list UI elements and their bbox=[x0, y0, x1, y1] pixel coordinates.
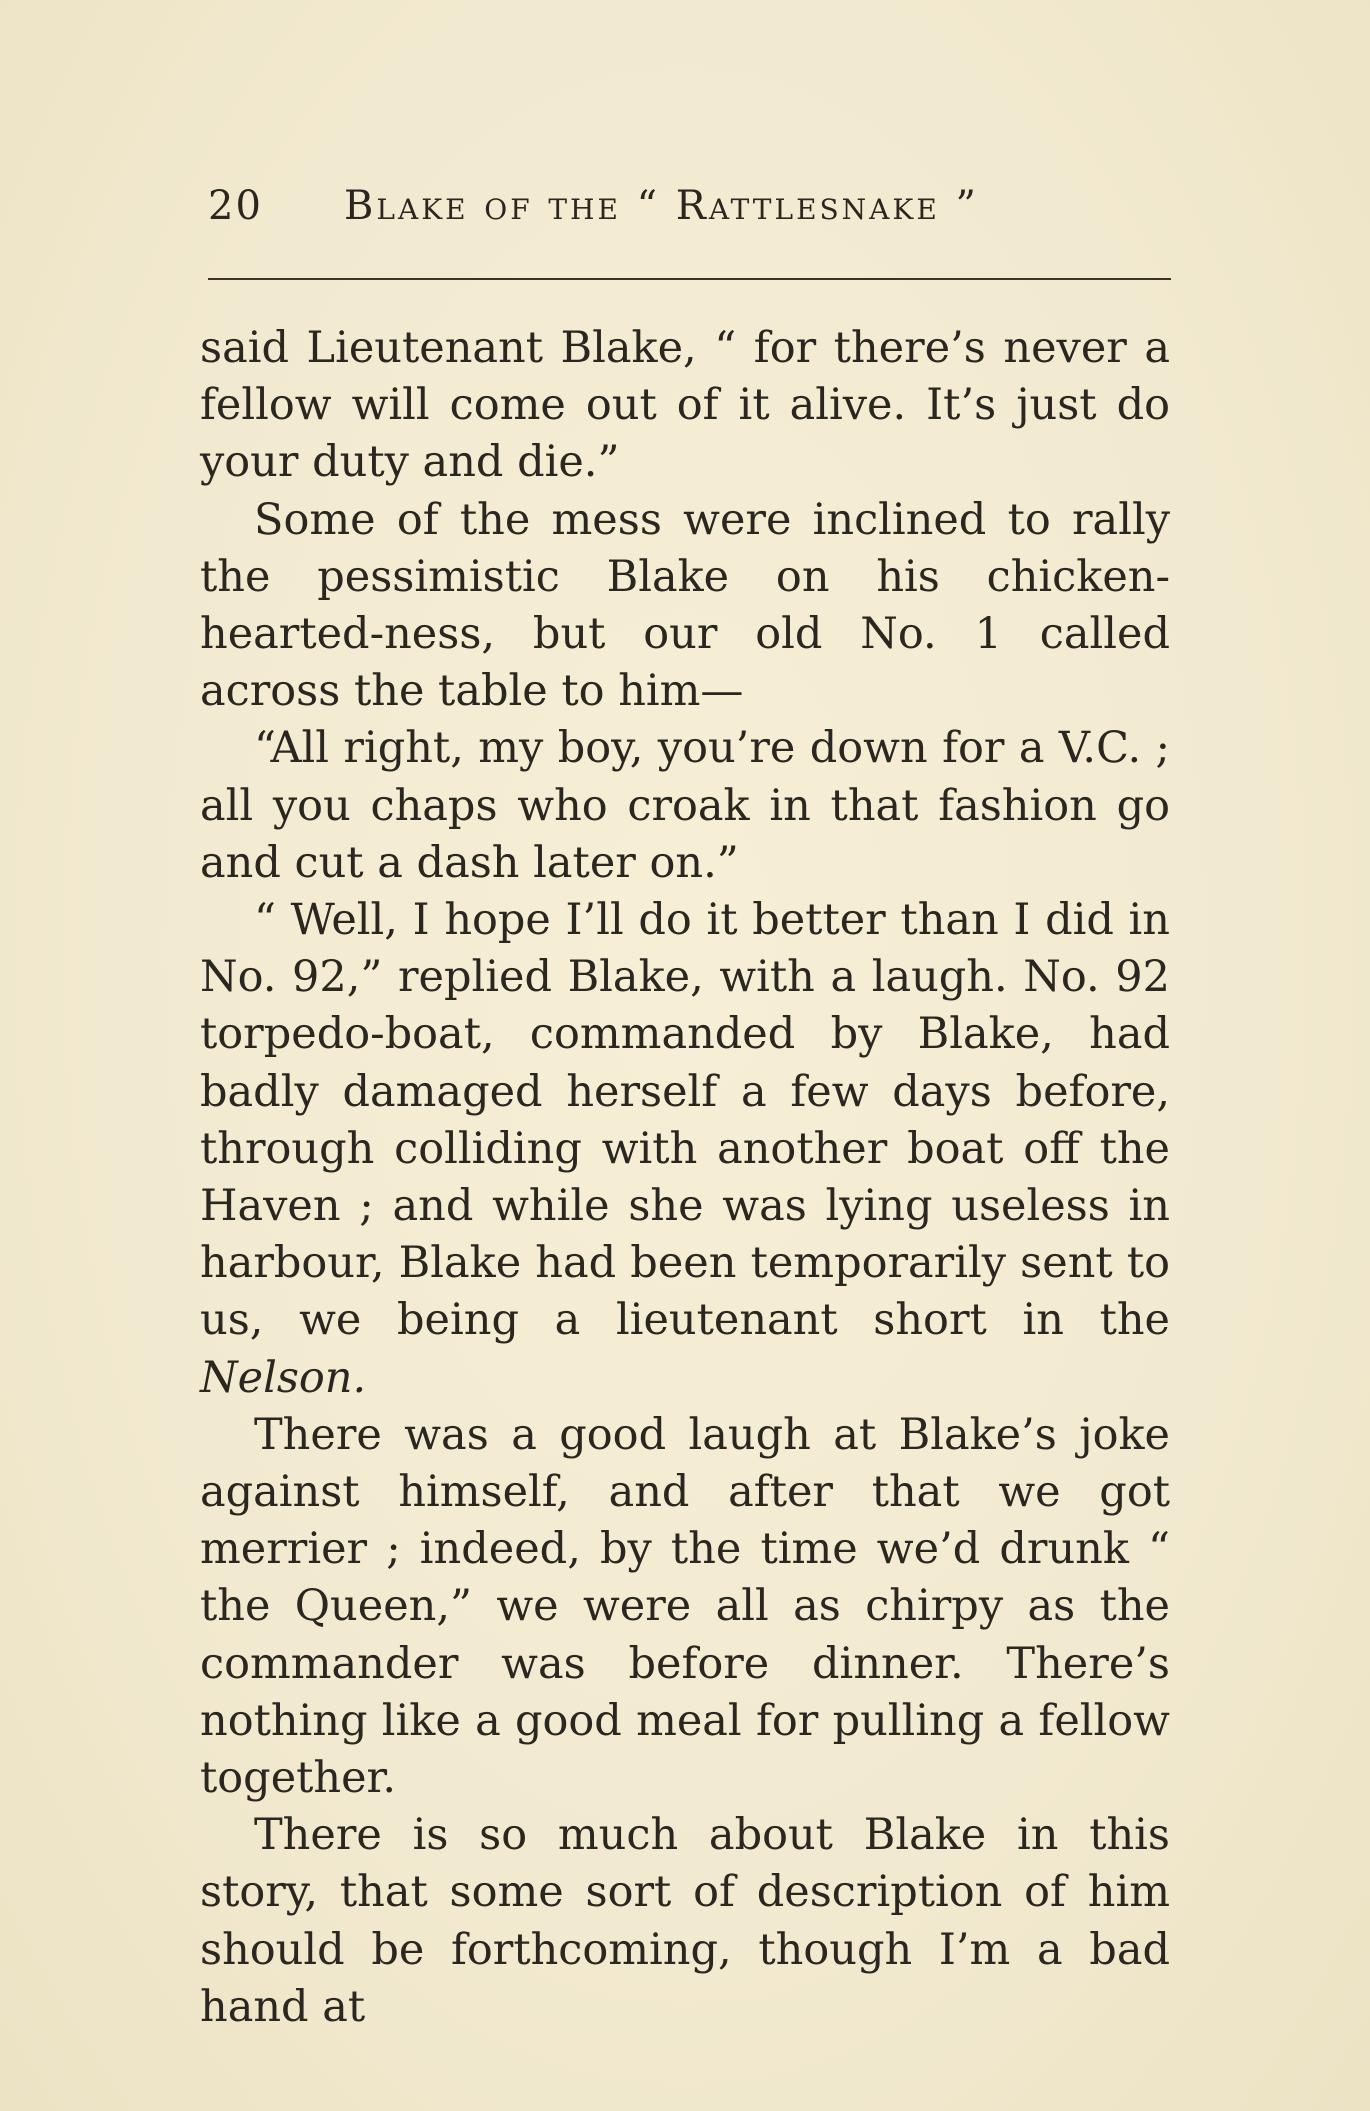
paragraph-3: “All right, my boy, you’re down for a V.C. ; all you chaps who croak in that fashion go and cut a dash later on.” bbox=[200, 723, 1170, 888]
paragraph-4-text: “ Well, I hope I’ll do it better than I did in No. 92,” replied Blake, with a laugh. No. 92 torpedo-boat, commanded by Blake, had badly damaged herself a few days before, through colliding with another boat off the Haven ; and while she was lying useless in harbour, Blake had been temporarily sent to us, we being a lieutenant short in the bbox=[200, 895, 1170, 1346]
page-number: 20 bbox=[208, 183, 263, 229]
running-head bbox=[208, 183, 1168, 243]
paragraph-4 bbox=[200, 892, 1170, 1407]
paragraph-2: Some of the mess were inclined to rally the pessimistic Blake on his chicken-hearted-ness, but our old No. 1 called across the table to him— bbox=[200, 494, 1170, 717]
paragraph-6: There is so much about Blake in this story, that some sort of description of him should be forthcoming, though I’m a bad hand at bbox=[200, 1810, 1170, 2032]
body-text bbox=[200, 320, 1170, 2036]
header-rule bbox=[208, 278, 1171, 280]
paragraph-5: There was a good laugh at Blake’s joke against himself, and after that we got merrier ; indeed, by the time we’d drunk “ the Queen,” we were all as chirpy as the commander was before dinner. There’s nothing like a good meal for pulling a fellow together. bbox=[200, 1409, 1170, 1804]
ship-name-italic: Nelson. bbox=[200, 1352, 367, 1403]
paragraph-1: said Lieutenant Blake, “ for there’s never a fellow will come out of it alive. It’s just do your duty and die.” bbox=[200, 323, 1170, 488]
running-title: Blake of the “ Rattlesnake ” bbox=[344, 183, 979, 229]
